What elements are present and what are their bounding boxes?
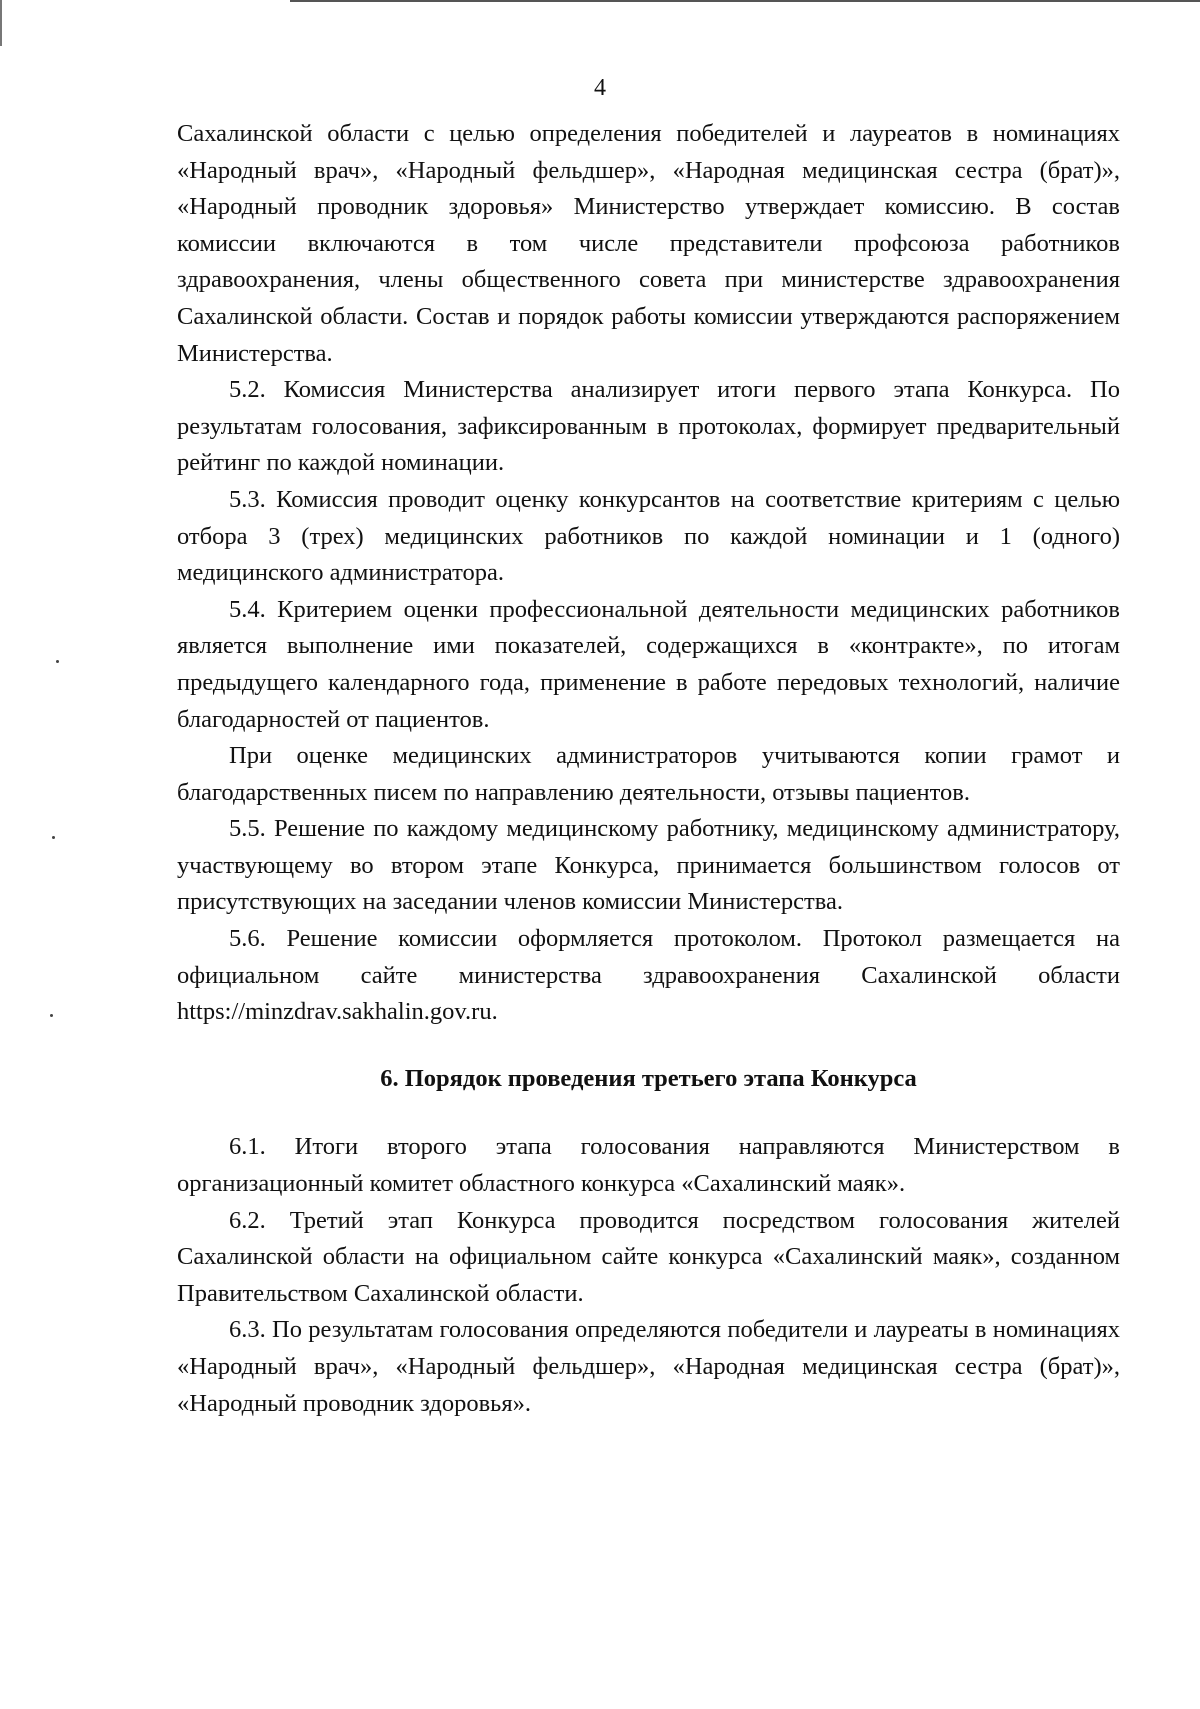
paragraph-6-1: 6.1. Итоги второго этапа голосования направляются Министерством в организационный комитет областного конкурса «Сахалинский маяк». — [177, 1133, 1120, 1198]
page-number: 4 — [594, 75, 606, 101]
paragraph-5-1-continued: Сахалинской области с целью определения победителей и лауреатов в номинациях «Народный врач», «Народный фельдшер», «Народная медицинская сестра (брат)», «Народный проводник здоровья» Министерство утверждает комиссию. В состав комиссии включаются в том числе представители профсоюза работников здравоохранения, члены общественного совета при министерстве здравоохранения Сахалинской области. Состав и порядок работы комиссии утверждаются распоряжением Министерства. — [177, 120, 1120, 367]
scan-edge-left — [0, 0, 2, 46]
paragraph-5-6: 5.6. Решение комиссии оформляется протоколом. Протокол размещается на официальном сайте министерства здравоохранения Сахалинской области https://minzdrav.sakhalin.gov.ru. — [177, 925, 1120, 1026]
scan-speck — [52, 836, 55, 839]
paragraph-5-4-admins: При оценке медицинских администраторов учитываются копии грамот и благодарственных писем по направлению деятельности, отзывы пациентов. — [177, 742, 1120, 806]
scan-speck — [50, 1014, 53, 1017]
paragraph-6-2: 6.2. Третий этап Конкурса проводится посредством голосования жителей Сахалинской области на официальном сайте конкурса «Сахалинский маяк», созданном Правительством Сахалинской области. — [177, 1206, 1120, 1307]
scan-speck — [56, 660, 59, 663]
paragraph-5-4: 5.4. Критерием оценки профессиональной деятельности медицинских работников является выполнение ими показателей, содержащихся в «контракте», по итогам предыдущего календарного года, применение в работе передовых технологий, наличие благодарностей от пациентов. — [177, 595, 1120, 733]
paragraph-6-3: 6.3. По результатам голосования определяются победители и лауреаты в номинациях «Народный врач», «Народный фельдшер», «Народная медицинская сестра (брат)», «Народный проводник здоровья». — [177, 1316, 1120, 1417]
section-heading: 6. Порядок проведения третьего этапа Конкурса — [380, 1064, 917, 1092]
paragraph-5-5: 5.5. Решение по каждому медицинскому работнику, медицинскому администратору, участвующему во втором этапе Конкурса, принимается большинством голосов от присутствующих на заседании членов комиссии Министерства. — [177, 815, 1120, 916]
paragraph-5-2: 5.2. Комиссия Министерства анализирует итоги первого этапа Конкурса. По результатам голосования, зафиксированным в протоколах, формирует предварительный рейтинг по каждой номинации. — [177, 376, 1120, 477]
paragraph-5-3: 5.3. Комиссия проводит оценку конкурсантов на соответствие критериям с целью отбора 3 (трех) медицинских работников по каждой номинации и 1 (одного) медицинского администратора. — [177, 485, 1120, 587]
document-body — [177, 116, 1120, 1422]
scan-edge-top — [290, 0, 1200, 2]
